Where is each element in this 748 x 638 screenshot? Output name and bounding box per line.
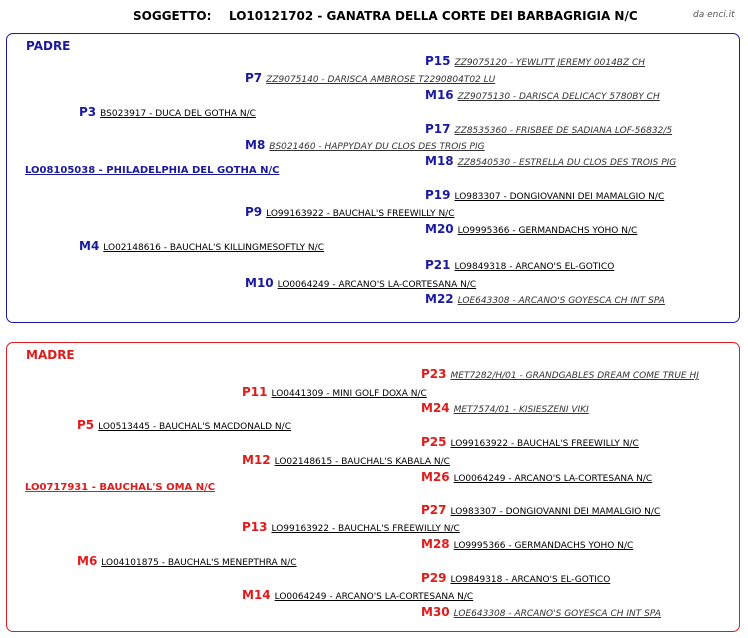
pedigree-code: M4: [79, 239, 100, 253]
pedigree-dog-link[interactable]: LO0513445 - BAUCHAL'S MACDONALD N/C: [98, 422, 291, 432]
source-credit: da enci.it: [693, 10, 735, 20]
pedigree-code: M12: [242, 453, 271, 467]
pedigree-dog-link[interactable]: LO04101875 - BAUCHAL'S MENEPTHRA N/C: [101, 558, 297, 568]
pedigree-dog-link[interactable]: LO0064249 - ARCANO'S LA-CORTESANA N/C: [277, 280, 477, 290]
pedigree-entry: [425, 218, 637, 237]
pedigree-entry: [77, 550, 297, 569]
pedigree-code: M18: [425, 154, 454, 168]
pedigree-code: P7: [245, 71, 263, 85]
pedigree-dog-link[interactable]: LO983307 - DONGIOVANNI DEI MAMALGIO N/C: [454, 192, 665, 202]
pedigree-dog-link[interactable]: LO0064249 - ARCANO'S LA-CORTESANA N/C: [274, 592, 474, 602]
pedigree-entry: [242, 381, 427, 400]
pedigree-entry: [425, 184, 664, 203]
pedigree-code: P23: [421, 367, 447, 381]
pedigree-code: M30: [421, 605, 450, 619]
pedigree-code: M14: [242, 588, 271, 602]
pedigree-code: P25: [421, 435, 447, 449]
pedigree-dog-link[interactable]: ZZ9075130 - DARISCA DELICACY 5780BY CH: [457, 92, 660, 102]
madre-panel: [6, 342, 740, 632]
pedigree-dog-link[interactable]: ZZ8540530 - ESTRELLA DU CLOS DES TROIS PIG: [457, 158, 677, 168]
pedigree-dog-link[interactable]: BS023917 - DUCA DEL GOTHA N/C: [100, 109, 256, 119]
pedigree-code: M16: [425, 88, 454, 102]
pedigree-code: P15: [425, 54, 451, 68]
header: [0, 9, 748, 25]
pedigree-dog-link[interactable]: LO99163922 - BAUCHAL'S FREEWILLY N/C: [450, 439, 639, 449]
pedigree-dog-link[interactable]: MET7282/H/01 - GRANDGABLES DREAM COME TRUE HJ: [450, 371, 699, 381]
pedigree-code: M22: [425, 292, 454, 306]
pedigree-entry: [421, 363, 699, 382]
pedigree-dog-link[interactable]: ZZ8535360 - FRISBEE DE SADIANA LOF-56832/5: [454, 126, 673, 136]
pedigree-code: M28: [421, 537, 450, 551]
padre-title: PADRE: [26, 39, 71, 53]
pedigree-dog-link[interactable]: LO02148616 - BAUCHAL'S KILLINGMESOFTLY N/C: [103, 243, 324, 253]
pedigree-entry: [425, 84, 660, 103]
madre-parent-link[interactable]: LO0717931 - BAUCHAL'S OMA N/C: [25, 482, 216, 493]
pedigree-dog-link[interactable]: LO99163922 - BAUCHAL'S FREEWILLY N/C: [266, 209, 455, 219]
padre-parent-link[interactable]: LO08105038 - PHILADELPHIA DEL GOTHA N/C: [25, 165, 280, 176]
pedigree-code: P27: [421, 503, 447, 517]
pedigree-entry: [242, 449, 450, 468]
pedigree-entry: [425, 288, 665, 307]
padre-panel: [6, 33, 740, 323]
pedigree-dog-link[interactable]: LO983307 - DONGIOVANNI DEI MAMALGIO N/C: [450, 507, 661, 517]
pedigree-code: P21: [425, 258, 451, 272]
pedigree-code: P17: [425, 122, 451, 136]
pedigree-entry: [425, 254, 614, 273]
pedigree-code: M24: [421, 401, 450, 415]
pedigree-entry: [421, 431, 639, 450]
pedigree-dog-link[interactable]: LO9995366 - GERMANDACHS YOHO N/C: [457, 226, 638, 236]
pedigree-entry: [77, 414, 291, 433]
pedigree-dog-link[interactable]: LO99163922 - BAUCHAL'S FREEWILLY N/C: [271, 524, 460, 534]
madre-title: MADRE: [26, 348, 75, 362]
pedigree-code: M20: [425, 222, 454, 236]
pedigree-code: P11: [242, 385, 268, 399]
pedigree-code: P19: [425, 188, 451, 202]
subject-label: SOGGETTO:: [133, 9, 212, 23]
pedigree-dog-link[interactable]: LOE643308 - ARCANO'S GOYESCA CH INT SPA: [453, 609, 661, 619]
pedigree-dog-link[interactable]: LO9849318 - ARCANO'S EL-GOTICO: [454, 262, 615, 272]
pedigree-dog-link[interactable]: ZZ9075140 - DARISCA AMBROSE T2290804T02 LU: [266, 75, 496, 85]
pedigree-code: P5: [77, 418, 95, 432]
pedigree-dog-link[interactable]: ZZ9075120 - YEWLITT JEREMY 0014BZ CH: [454, 58, 646, 68]
pedigree-code: P29: [421, 571, 447, 585]
pedigree-code: P3: [79, 105, 97, 119]
pedigree-code: M10: [245, 276, 274, 290]
pedigree-entry: [421, 533, 633, 552]
pedigree-code: M26: [421, 470, 450, 484]
pedigree-code: M6: [77, 554, 98, 568]
pedigree-code: P13: [242, 520, 268, 534]
pedigree-dog-link[interactable]: MET7574/01 - KISIESZENI VIKI: [453, 405, 589, 415]
pedigree-entry: [245, 201, 455, 220]
pedigree-dog-link[interactable]: LO02148615 - BAUCHAL'S KABALA N/C: [274, 457, 450, 467]
pedigree-entry: [79, 235, 324, 254]
subject-title: LO10121702 - GANATRA DELLA CORTE DEI BARBAGRIGIA N/C: [229, 9, 638, 23]
pedigree-dog-link[interactable]: LO0441309 - MINI GOLF DOXA N/C: [271, 389, 427, 399]
pedigree-dog-link[interactable]: BS021460 - HAPPYDAY DU CLOS DES TROIS PIG: [269, 142, 485, 152]
pedigree-entry: [421, 397, 589, 416]
pedigree-dog-link[interactable]: LO9849318 - ARCANO'S EL-GOTICO: [450, 575, 611, 585]
pedigree-code: M8: [245, 138, 266, 152]
pedigree-entry: [421, 601, 661, 620]
pedigree-entry: [421, 466, 652, 485]
pedigree-code: P9: [245, 205, 263, 219]
pedigree-entry: [79, 101, 256, 120]
pedigree-dog-link[interactable]: LO9995366 - GERMANDACHS YOHO N/C: [453, 541, 634, 551]
pedigree-dog-link[interactable]: LOE643308 - ARCANO'S GOYESCA CH INT SPA: [457, 296, 665, 306]
pedigree-entry: [425, 150, 676, 169]
pedigree-dog-link[interactable]: LO0064249 - ARCANO'S LA-CORTESANA N/C: [453, 474, 653, 484]
